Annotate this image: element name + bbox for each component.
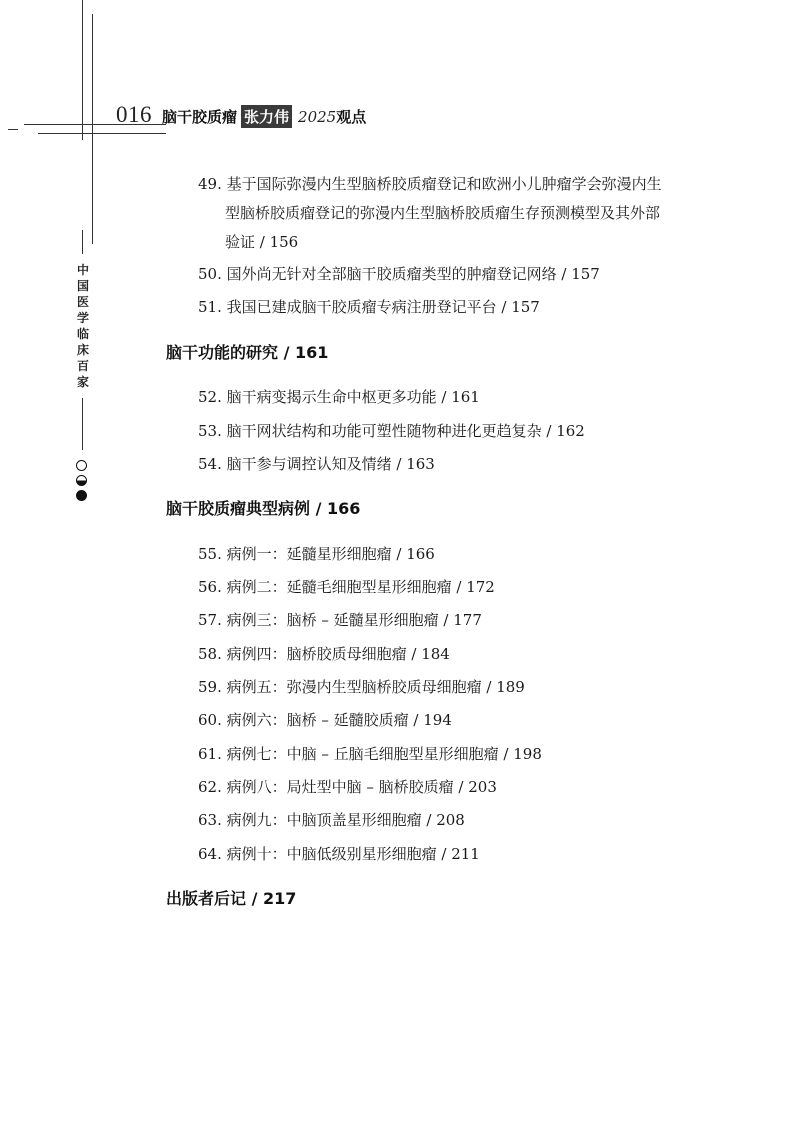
author-badge: 张力伟	[241, 105, 292, 128]
series-vertical-label: 中国医学临床百家	[76, 263, 89, 389]
toc-entry-56: 56. 病例二：延髓毛细胞型星形细胞瘤 / 172	[198, 578, 495, 596]
section-heading-publisher-afterword: 出版者后记 / 217	[166, 889, 297, 908]
toc-entry-52: 52. 脑干病变揭示生命中枢更多功能 / 161	[198, 388, 480, 406]
view-label: 观点	[336, 108, 367, 126]
toc-entry-55: 55. 病例一：延髓星形细胞瘤 / 166	[198, 545, 435, 563]
toc-entry-64: 64. 病例十：中脑低级别星形细胞瘤 / 211	[198, 845, 480, 863]
year: 2025	[298, 108, 337, 126]
toc-entry-59: 59. 病例五：弥漫内生型脑桥胶质母细胞瘤 / 189	[198, 678, 525, 696]
toc-entry-63: 63. 病例九：中脑顶盖星形细胞瘤 / 208	[198, 811, 465, 829]
toc-entry-51: 51. 我国已建成脑干胶质瘤专病注册登记平台 / 157	[198, 298, 540, 316]
toc-entry-62: 62. 病例八：局灶型中脑 – 脑桥胶质瘤 / 203	[198, 778, 497, 796]
toc-entry-50: 50. 国外尚无针对全部脑干胶质瘤类型的肿瘤登记网络 / 157	[198, 265, 600, 283]
toc-entry-60: 60. 病例六：脑桥 – 延髓胶质瘤 / 194	[198, 711, 452, 729]
toc-entry-58: 58. 病例四：脑桥胶质母细胞瘤 / 184	[198, 645, 450, 663]
toc-entry-53: 53. 脑干网状结构和功能可塑性随物种进化更趋复杂 / 162	[198, 422, 585, 440]
section-heading-brainstem-function: 脑干功能的研究 / 161	[166, 343, 329, 362]
toc-entry-57: 57. 病例三：脑桥 – 延髓星形细胞瘤 / 177	[198, 611, 482, 629]
toc-entry-49-line2: 型脑桥胶质瘤登记的弥漫内生型脑桥胶质瘤生存预测模型及其外部	[225, 204, 661, 222]
toc-entry-49-line1: 49. 基于国际弥漫内生型脑桥胶质瘤登记和欧洲小儿肿瘤学会弥漫内生	[198, 175, 662, 193]
book-title: 脑干胶质瘤	[162, 108, 238, 126]
toc-entry-49-line3: 验证 / 156	[225, 233, 299, 251]
toc-entry-54: 54. 脑干参与调控认知及情绪 / 163	[198, 455, 435, 473]
section-heading-typical-cases: 脑干胶质瘤典型病例 / 166	[166, 499, 361, 518]
page-number: 016	[116, 102, 152, 127]
toc-entry-61: 61. 病例七：中脑 – 丘脑毛细胞型星形细胞瘤 / 198	[198, 745, 542, 763]
